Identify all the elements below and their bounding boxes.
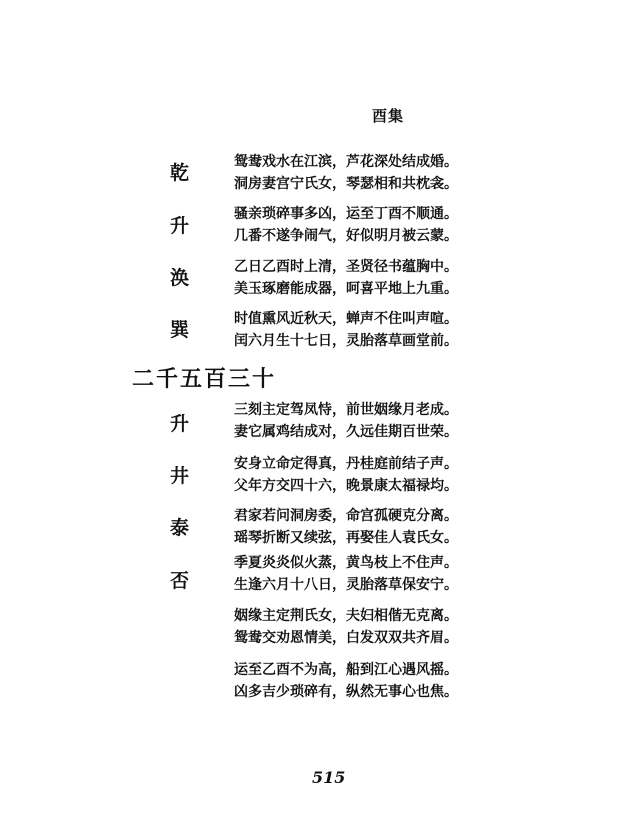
hexagram-label: 升 <box>170 413 190 435</box>
verse-line: 妻它属鸡结成对，久远佳期百世荣。 <box>234 424 458 440</box>
hexagram-label: 泰 <box>170 517 190 539</box>
verse-block <box>234 659 458 703</box>
verse-line: 生逢六月十八日，灵胎落草保安宁。 <box>234 577 458 593</box>
hexagram-label: 井 <box>170 465 190 487</box>
verse-line: 季夏炎炎似火蒸，黄鸟枝上不住声。 <box>234 555 458 571</box>
hexagram-label: 涣 <box>170 267 190 289</box>
verse-block <box>234 308 458 352</box>
hexagram-label: 否 <box>170 570 190 592</box>
verse-line: 鸳鸯戏水在江滨，芦花深处结成婚。 <box>234 154 458 170</box>
verse-line: 君家若问洞房委，命宫孤硬克分离。 <box>234 508 458 524</box>
verse-line: 运至乙酉不为高，船到江心遇风摇。 <box>234 662 458 678</box>
hexagram-label: 巽 <box>170 319 190 341</box>
verse-line: 美玉琢磨能成器，呵喜平地上九重。 <box>234 281 458 297</box>
page-number: 515 <box>312 768 346 787</box>
verse-line: 洞房妻宫宁氏女，琴瑟相和共枕衾。 <box>234 176 458 192</box>
verse-block <box>234 505 458 549</box>
verse-line: 姻缘主定荆氏女，夫妇相偕无克离。 <box>234 608 458 624</box>
verse-line: 三刻主定驾凤恃，前世姻缘月老成。 <box>234 402 458 418</box>
hexagram-label: 乾 <box>170 162 190 184</box>
verse-line: 时值熏风近秋天，蝉声不住叫声喧。 <box>234 311 458 327</box>
hexagram-label: 升 <box>170 215 190 237</box>
verse-block <box>234 151 458 195</box>
verse-line: 凶多吉少琐碎有，纵然无事心也焦。 <box>234 684 458 700</box>
verse-block <box>234 256 458 300</box>
verse-block <box>234 552 458 596</box>
verse-line: 鸳鸯交劝恩情美，白发双双共齐眉。 <box>234 630 458 646</box>
section-number: 二千五百三十 <box>132 366 277 392</box>
verse-line: 几番不遂争闹气，好似明月被云蒙。 <box>234 228 458 244</box>
verse-line: 安身立命定得真，丹桂庭前结子声。 <box>234 456 458 472</box>
verse-block <box>234 605 458 649</box>
verse-line: 瑶琴折断又续弦，再娶佳人袁氏女。 <box>234 530 458 546</box>
page-header: 酉集 <box>372 107 405 125</box>
verse-line: 乙日乙酉时上清，圣贤径书蕴胸中。 <box>234 259 458 275</box>
verse-line: 闰六月生十七日，灵胎落草画堂前。 <box>234 333 458 349</box>
verse-line: 父年方交四十六，晚景康太福禄均。 <box>234 478 458 494</box>
verse-block <box>234 399 458 443</box>
verse-line: 骚亲琐碎事多凶，运至丁酉不顺通。 <box>234 206 458 222</box>
verse-block <box>234 203 458 247</box>
verse-block <box>234 453 458 497</box>
